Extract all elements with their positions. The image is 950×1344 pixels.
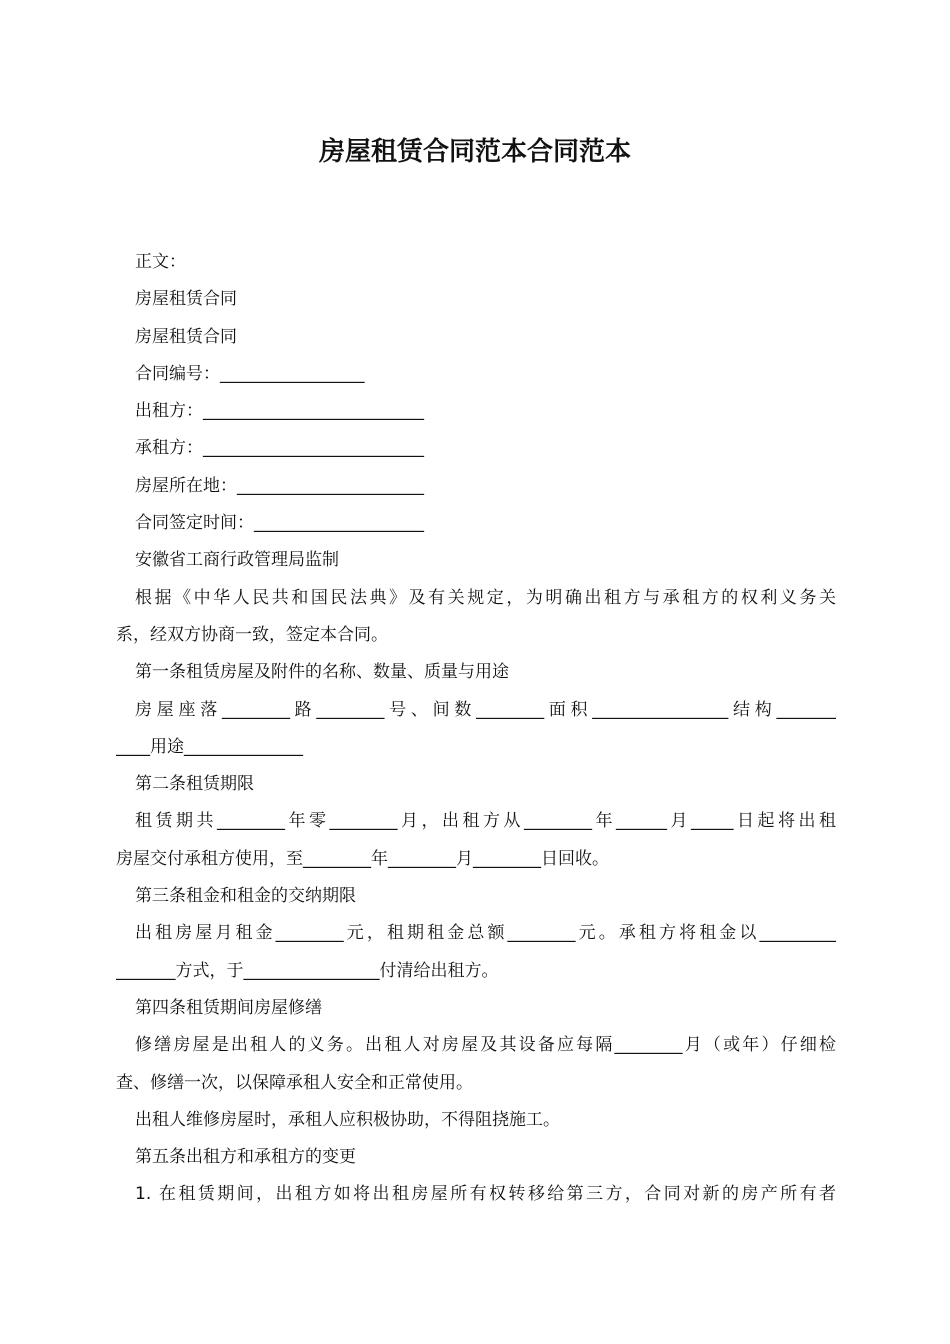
text-line: 正文：	[135, 252, 186, 272]
text-line: 合同签定时间：____________________	[135, 513, 424, 534]
text-line: 查、修缮一次，以保障承租人安全和正常使用。	[116, 1072, 473, 1093]
text-line: 租赁期共________年零________月，出租方从________年______月_____日起将出租	[135, 811, 836, 832]
text-line: 出租房屋月租金________元，租期租金总额________元。承租方将租金以_________	[135, 923, 836, 944]
text-line: 房屋座落________路________号、间数________面积________________结构_______	[135, 699, 836, 720]
text-line: 房屋所在地：______________________	[135, 475, 424, 496]
text-line: 房屋租赁合同	[135, 326, 237, 347]
text-line: 出租人维修房屋时，承租人应积极协助，不得阻挠施工。	[135, 1109, 560, 1130]
text-line: 1. 在租赁期间，出租方如将出租房屋所有权转移给第三方，合同对新的房产所有者	[135, 1184, 836, 1205]
document-title: 房屋租赁合同范本合同范本	[318, 137, 631, 167]
text-line: 修缮房屋是出租人的义务。出租人对房屋及其设备应每隔________月（或年）仔细检	[135, 1035, 836, 1056]
text-line: 第二条租赁期限	[135, 774, 254, 795]
text-line: 安徽省工商行政管理局监制	[135, 550, 339, 571]
text-line: 合同编号：_________________	[135, 363, 365, 384]
text-line: 房屋租赁合同	[135, 289, 237, 310]
text-line: 第五条出租方和承租方的变更	[135, 1147, 356, 1168]
text-line: 出租方：__________________________	[135, 401, 424, 422]
text-line: 第四条租赁期间房屋修缮	[135, 997, 322, 1018]
text-line: 系，经双方协商一致，签定本合同。	[116, 624, 388, 645]
text-line: 第三条租金和租金的交纳期限	[135, 886, 356, 907]
text-line: 第一条租赁房屋及附件的名称、数量、质量与用途	[135, 662, 509, 683]
text-line: 承租方：__________________________	[135, 438, 424, 459]
text-line: _______方式，于________________付清给出租方。	[116, 960, 499, 981]
document-body	[116, 244, 836, 1214]
text-line: 房屋交付承租方使用，至________年________月________日回收。	[116, 848, 609, 869]
text-line: 根据《中华人民共和国民法典》及有关规定，为明确出租方与承租方的权利义务关	[135, 587, 836, 608]
text-line: ____用途______________	[116, 736, 303, 757]
